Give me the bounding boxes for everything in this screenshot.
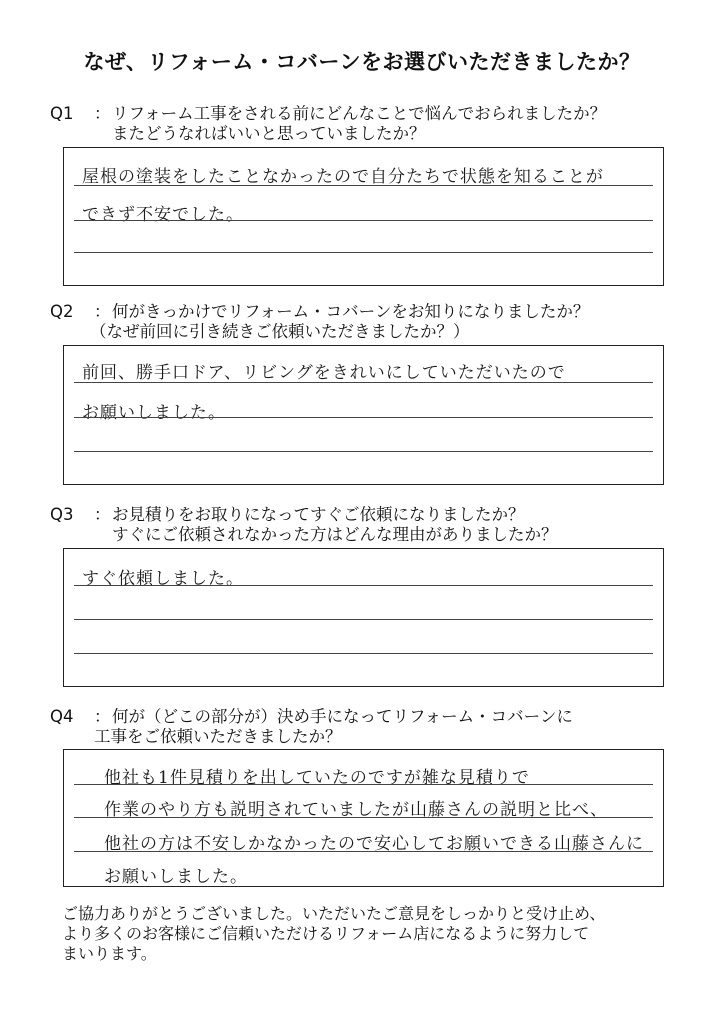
page-title: なぜ、リフォーム・コバーンをお選びいただきましたか？ — [83, 50, 641, 74]
answer-box-2 — [63, 345, 664, 485]
ruled-line — [74, 382, 653, 383]
answer-box-1 — [63, 147, 664, 286]
question-4: Q4 ：何が（どこの部分が）決め手になってリフォーム・コバーンに 工事をご依頼いただきましたか？ — [50, 707, 573, 746]
closing-message — [62, 904, 682, 964]
question-3: Q3 ：お見積りをお取りになってすぐご依頼になりましたか？ すぐにご依頼されなかった方はどんな理由がありましたか？ — [50, 505, 558, 544]
ruled-line — [74, 185, 653, 186]
closing-line: より多くのお客様にご信頼いただけるリフォーム店になるように努力して — [62, 924, 590, 943]
question-text: 何がきっかけでリフォーム・コバーンをお知りになりましたか？ — [112, 302, 590, 321]
answer-text: すぐ依頼しました。 — [82, 569, 244, 589]
ruled-line — [74, 451, 653, 452]
question-text-line2: 工事をご依頼いただきましたか？ — [94, 727, 342, 746]
answer-text: 屋根の塗装をしたことなかったので自分たちで状態を知ることが — [82, 167, 604, 187]
question-text-line2: すぐにご依頼されなかった方はどんな理由がありましたか？ — [112, 525, 558, 544]
answer-text: お願いしました。 — [82, 403, 226, 423]
ruled-line — [74, 252, 653, 253]
question-text-line2: またどうなればいいと思っていましたか？ — [112, 124, 426, 143]
question-number: Q1 — [50, 104, 74, 123]
question-text: お見積りをお取りになってすぐご依頼になりましたか？ — [112, 505, 525, 524]
question-number: Q2 — [50, 302, 74, 321]
question-text-line2: （なぜ前回に引き続きご依頼いただきましたか？） — [90, 322, 470, 341]
answer-text: 他社の方は不安しかなかったので安心してお願いできる山藤さんに — [104, 834, 644, 854]
answer-text: お願いしました。 — [104, 867, 248, 887]
answer-box-3 — [63, 548, 664, 687]
ruled-line — [74, 784, 653, 785]
question-text: リフォーム工事をされる前にどんなことで悩んでおられましたか？ — [112, 104, 607, 123]
answer-text: 作業のやり方も説明されていましたが山藤さんの説明と比べ、 — [104, 800, 608, 820]
question-number: Q4 — [50, 707, 74, 726]
question-1: Q1 ：リフォーム工事をされる前にどんなことで悩んでおられましたか？ またどうなればいいと思っていましたか？ — [50, 104, 607, 143]
ruled-line — [74, 585, 653, 586]
question-number: Q3 — [50, 505, 74, 524]
ruled-line — [74, 851, 653, 852]
ruled-line — [74, 653, 653, 654]
ruled-line — [74, 220, 653, 221]
answer-text: できず不安でした。 — [82, 205, 244, 225]
ruled-line — [74, 417, 653, 418]
answer-text: 他社も1件見積りを出していたのですが雑な見積りで — [104, 768, 530, 788]
answer-text: 前回、勝手口ドア、リビングをきれいにしていただいたので — [82, 363, 566, 383]
answer-box-4 — [63, 749, 664, 887]
ruled-line — [74, 817, 653, 818]
ruled-line — [74, 619, 653, 620]
question-text: 何が（どこの部分が）決め手になってリフォーム・コバーンに — [112, 707, 573, 726]
question-2: Q2 ：何がきっかけでリフォーム・コバーンをお知りになりましたか？ （なぜ前回に引き続きご依頼いただきましたか？） — [50, 302, 590, 341]
closing-line: まいります。 — [62, 944, 157, 963]
closing-line: ご協力ありがとうございました。いただいたご意見をしっかりと受け止め、 — [62, 904, 606, 923]
